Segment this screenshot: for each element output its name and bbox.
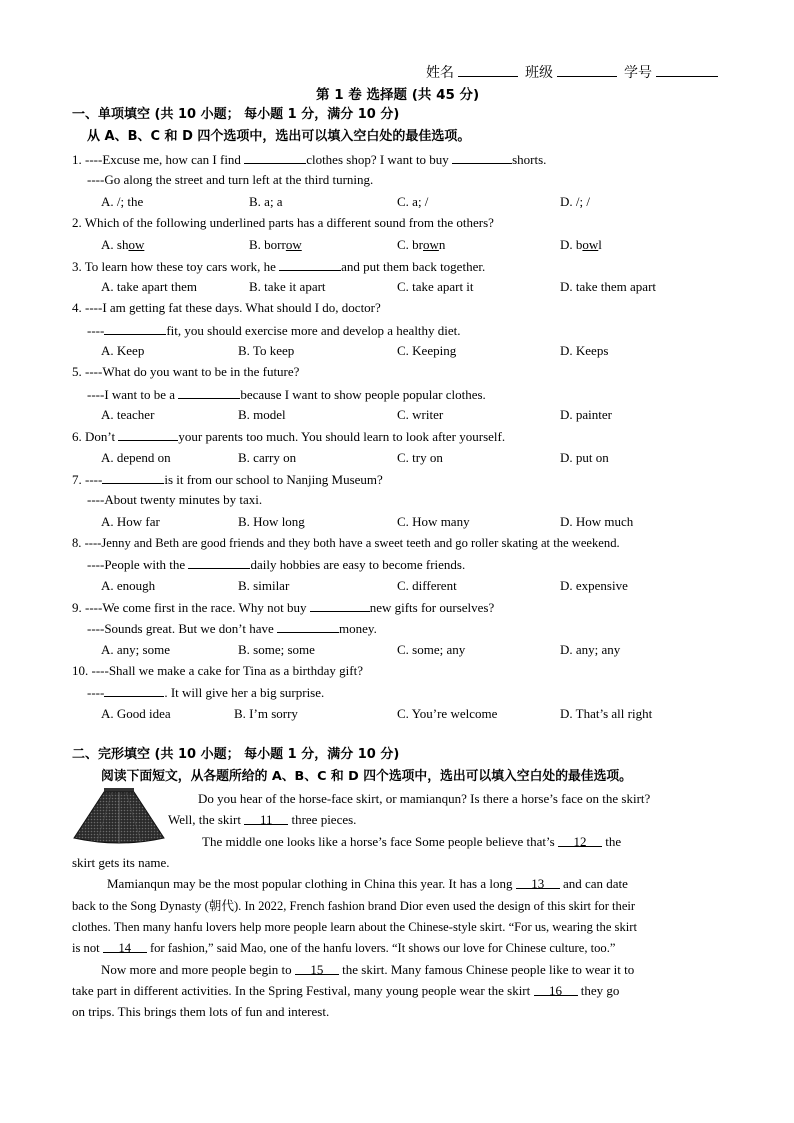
passage-p3-line2: take part in different activities. In the Spring Festival, many young people wear the skirt 16 they go bbox=[72, 983, 620, 998]
cloze-blank-13[interactable]: 13 bbox=[516, 876, 560, 889]
q9-option-d[interactable]: D. any; any bbox=[560, 642, 621, 657]
q6-option-d[interactable]: D. put on bbox=[560, 450, 609, 465]
q2-option-c[interactable]: C. brown bbox=[397, 237, 446, 252]
cloze-blank-11[interactable]: 11 bbox=[244, 812, 288, 825]
q8-option-a[interactable]: A. enough bbox=[101, 578, 156, 593]
q6-option-a[interactable]: A. depend on bbox=[101, 450, 171, 465]
q10-option-d[interactable]: D. That’s all right bbox=[560, 706, 653, 721]
q7-option-d[interactable]: D. How much bbox=[560, 514, 634, 529]
class-blank[interactable] bbox=[557, 64, 617, 77]
q8-blank[interactable] bbox=[188, 556, 250, 569]
q8-option-d[interactable]: D. expensive bbox=[560, 578, 628, 593]
q5-blank[interactable] bbox=[178, 386, 240, 399]
question-4-reply: ---- fit, you should exercise more and develop a healthy diet. bbox=[87, 323, 461, 338]
q6-option-b[interactable]: B. carry on bbox=[238, 450, 297, 465]
question-1: 1. ----Excuse me, how can I find clothes shop? I want to buy shorts. bbox=[72, 152, 547, 167]
q3-option-c[interactable]: C. take apart it bbox=[397, 279, 474, 294]
q9-blank-1[interactable] bbox=[310, 599, 370, 612]
q4-option-b[interactable]: B. To keep bbox=[238, 343, 295, 358]
q9-option-a[interactable]: A. any; some bbox=[101, 642, 170, 657]
passage-p2-line4: is not 14 for fashion,” said Mao, one of the hanfu lovers. “It shows our love for Chinese culture, too.” bbox=[72, 941, 616, 955]
q9-blank-2[interactable] bbox=[277, 620, 339, 633]
q9-option-b[interactable]: B. some; some bbox=[238, 642, 315, 657]
q8-option-c[interactable]: C. different bbox=[397, 578, 457, 593]
class-label: 班级 bbox=[525, 65, 553, 81]
passage-p1-line3: The middle one looks like a horse’s face Some people believe that’s 12 the bbox=[202, 834, 622, 849]
q4-option-c[interactable]: C. Keeping bbox=[397, 343, 457, 358]
q6-option-c[interactable]: C. try on bbox=[397, 450, 443, 465]
question-3: 3. To learn how these toy cars work, he and put them back together. bbox=[72, 259, 486, 274]
q7-blank[interactable] bbox=[102, 471, 164, 484]
passage-p1-line1: Do you hear of the horse-face skirt, or mamianqun? Is there a horse’s face on the skirt? bbox=[198, 791, 651, 806]
passage-p2-line1: Mamianqun may be the most popular clothing in China this year. It has a long 13 and can date bbox=[107, 876, 628, 891]
name-blank[interactable] bbox=[458, 64, 518, 77]
q4-blank[interactable] bbox=[104, 322, 166, 335]
q7-option-a[interactable]: A. How far bbox=[101, 514, 160, 529]
q3-option-b[interactable]: B. take it apart bbox=[249, 279, 326, 294]
q7-option-b[interactable]: B. How long bbox=[238, 514, 305, 529]
q4-option-a[interactable]: A. Keep bbox=[101, 343, 145, 358]
section1-title: 一、单项填空 (共 10 小题； 每小题 1 分，满分 10 分) bbox=[72, 107, 400, 122]
q3-blank[interactable] bbox=[279, 258, 341, 271]
question-8: 8. ----Jenny and Beth are good friends and they both have a sweet teeth and go roller skating at the weekend. bbox=[72, 536, 620, 550]
q2-option-b[interactable]: B. borrow bbox=[249, 237, 302, 252]
q7-option-c[interactable]: C. How many bbox=[397, 514, 470, 529]
number-label: 学号 bbox=[624, 65, 652, 81]
question-7: 7. ---- is it from our school to Nanjing Museum? bbox=[72, 472, 383, 487]
question-5: 5. ----What do you want to be in the future? bbox=[72, 364, 300, 379]
question-8-reply: ----People with the daily hobbies are easy to become friends. bbox=[87, 557, 466, 572]
cloze-blank-16[interactable]: 16 bbox=[534, 983, 578, 996]
q5-option-b[interactable]: B. model bbox=[238, 407, 286, 422]
q3-option-d[interactable]: D. take them apart bbox=[560, 279, 657, 294]
volume-title: 第 1 卷 选择题 (共 45 分) bbox=[316, 87, 480, 103]
question-1-reply: ----Go along the street and turn left at the third turning. bbox=[87, 172, 374, 187]
cloze-blank-15[interactable]: 15 bbox=[295, 962, 339, 975]
q1-blank-2[interactable] bbox=[452, 151, 512, 164]
section2-title: 二、完形填空 (共 10 小题； 每小题 1 分，满分 10 分) bbox=[72, 747, 400, 762]
question-5-reply: ----I want to be a because I want to show people popular clothes. bbox=[87, 387, 486, 402]
q10-option-c[interactable]: C. You’re welcome bbox=[397, 706, 498, 721]
question-10-reply: ---- . It will give her a big surprise. bbox=[87, 685, 325, 700]
passage-p2-line3: clothes. Then many hanfu lovers help more people learn about the Chinese-style skirt. “For us, wearing the skirt bbox=[72, 920, 637, 934]
q1-option-b[interactable]: B. a; a bbox=[249, 194, 283, 209]
q8-option-b[interactable]: B. similar bbox=[238, 578, 290, 593]
q10-option-a[interactable]: A. Good idea bbox=[101, 706, 171, 721]
q2-option-a[interactable]: A. show bbox=[101, 237, 145, 252]
passage-p1-line2: Well, the skirt 11 three pieces. bbox=[168, 812, 357, 827]
question-2: 2. Which of the following underlined parts has a different sound from the others? bbox=[72, 215, 494, 230]
q10-option-b[interactable]: B. I’m sorry bbox=[234, 706, 298, 721]
question-9: 9. ----We come first in the race. Why not buy new gifts for ourselves? bbox=[72, 600, 495, 615]
passage-p3-line1: Now more and more people begin to 15 the skirt. Many famous Chinese people like to wear it to bbox=[101, 962, 635, 977]
question-9-reply: ----Sounds great. But we don’t have money. bbox=[87, 621, 377, 636]
q1-option-c[interactable]: C. a; / bbox=[397, 194, 429, 209]
question-7-reply: ----About twenty minutes by taxi. bbox=[87, 492, 263, 507]
q1-option-a[interactable]: A. /; the bbox=[101, 194, 144, 209]
q5-option-c[interactable]: C. writer bbox=[397, 407, 444, 422]
q6-blank[interactable] bbox=[118, 428, 178, 441]
question-10: 10. ----Shall we make a cake for Tina as a birthday gift? bbox=[72, 663, 363, 678]
q2-option-d[interactable]: D. bowl bbox=[560, 237, 602, 252]
number-blank[interactable] bbox=[656, 64, 718, 77]
q1-blank-1[interactable] bbox=[244, 151, 306, 164]
passage-p3-line3: on trips. This brings them lots of fun and interest. bbox=[72, 1004, 330, 1019]
q1-option-d[interactable]: D. /; / bbox=[560, 194, 590, 209]
cloze-blank-14[interactable]: 14 bbox=[103, 940, 147, 953]
q9-option-c[interactable]: C. some; any bbox=[397, 642, 466, 657]
q5-option-d[interactable]: D. painter bbox=[560, 407, 612, 422]
q3-option-a[interactable]: A. take apart them bbox=[101, 279, 198, 294]
section2-instruction: 阅读下面短文，从各题所给的 A、B、C 和 D 四个选项中，选出可以填入空白处的最佳选项。 bbox=[101, 769, 632, 784]
horse-face-skirt-image bbox=[72, 788, 166, 846]
q4-option-d[interactable]: D. Keeps bbox=[560, 343, 609, 358]
passage-p1-line4: skirt gets its name. bbox=[72, 855, 170, 870]
q5-option-a[interactable]: A. teacher bbox=[101, 407, 155, 422]
passage-p2-line2: back to the Song Dynasty (朝代). In 2022, French fashion brand Dior even used the design of this skirt for their bbox=[72, 899, 636, 913]
question-4: 4. ----I am getting fat these days. What should I do, doctor? bbox=[72, 300, 381, 315]
cloze-blank-12[interactable]: 12 bbox=[558, 834, 602, 847]
q10-blank[interactable] bbox=[104, 684, 164, 697]
question-6: 6. Don’t your parents too much. You should learn to look after yourself. bbox=[72, 429, 506, 444]
section1-instruction: 从 A、B、C 和 D 四个选项中，选出可以填入空白处的最佳选项。 bbox=[87, 129, 471, 144]
name-label: 姓名 bbox=[426, 65, 454, 81]
student-info-header bbox=[426, 64, 718, 82]
